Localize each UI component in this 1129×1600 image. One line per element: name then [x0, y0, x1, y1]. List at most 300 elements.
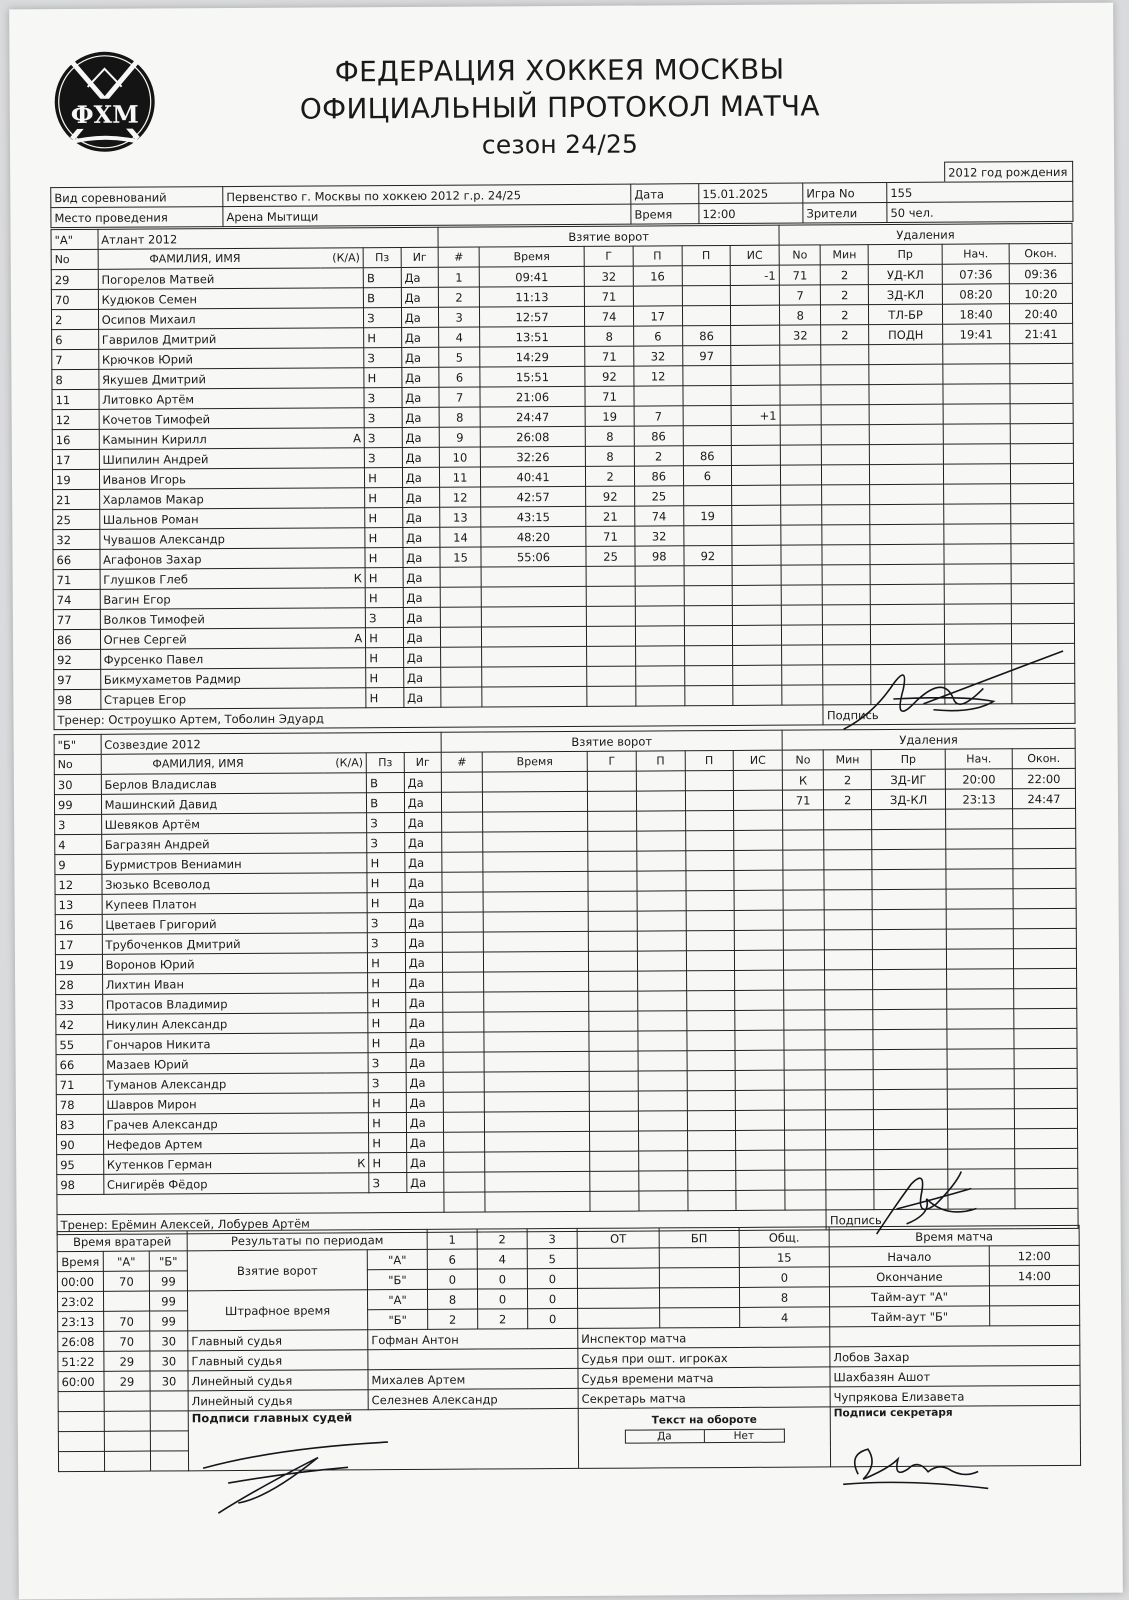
goal-g: [587, 666, 636, 686]
goal-p2: [682, 285, 731, 305]
player-played: Да: [402, 447, 440, 467]
player-name: [99, 468, 365, 490]
player-name: [100, 588, 366, 610]
goal-p2: [686, 1010, 735, 1030]
goalie-b: [150, 1431, 188, 1451]
player-name-text: Иванов Игорь: [102, 471, 186, 487]
col-name-label: ФАМИЛИЯ, ИМЯ: [149, 251, 241, 266]
goalie-time: [58, 1451, 104, 1471]
penalty-pr: [873, 989, 947, 1009]
goal-p2: 19: [683, 505, 732, 525]
goal-time: [481, 586, 587, 607]
goal-n: 14: [440, 527, 481, 547]
penalty-end: 22:00: [1012, 768, 1075, 788]
goal-is: [732, 485, 781, 505]
player-name-text: Огнев Сергей: [103, 631, 187, 647]
player-played: Да: [404, 812, 442, 832]
goal-g: [589, 971, 638, 991]
goal-is: +1: [731, 405, 780, 425]
team-tag: "А": [367, 1249, 427, 1269]
player-number: 7: [52, 349, 99, 369]
goal-p2: [687, 1050, 736, 1070]
penalty-start: [947, 949, 1014, 969]
back-text-no[interactable]: Нет: [704, 1429, 784, 1443]
goal-p1: [636, 666, 685, 686]
match-time-label: Тайм-аут "А": [829, 1286, 989, 1307]
penalty-no: 8: [779, 305, 821, 325]
penalty-end: [1011, 603, 1074, 623]
penalty-end: 20:40: [1009, 303, 1072, 323]
penalty-min: [823, 605, 871, 625]
player-number: 98: [54, 689, 101, 709]
goalie-time-title: Время вратарей: [57, 1231, 187, 1252]
penalty-end: [1013, 848, 1076, 868]
goal-g: 74: [585, 306, 634, 326]
goal-time: 15:51: [480, 366, 586, 387]
goal-is: [732, 465, 781, 485]
logo-text: ФХМ: [70, 99, 139, 130]
player-name-text: Машинский Давид: [104, 796, 218, 812]
penalty-pr: [872, 889, 946, 909]
penalty-start: [946, 929, 1013, 949]
player-number: 25: [53, 509, 100, 529]
penalty-start: [944, 544, 1011, 564]
goal-n: [443, 952, 484, 972]
goal-p2: [682, 365, 731, 385]
penalty-end: [1015, 1168, 1078, 1188]
player-played: Да: [401, 287, 439, 307]
penalty-no: [780, 405, 822, 425]
player-played: Да: [403, 567, 441, 587]
penalty-end: [1013, 828, 1076, 848]
player-position: Н: [366, 667, 404, 687]
player-name: [98, 288, 364, 310]
goal-p1: [636, 811, 685, 831]
player-name: [101, 833, 367, 855]
player-position: З: [368, 1072, 406, 1092]
player-played: Да: [405, 852, 443, 872]
official-role: Линейный судья: [188, 1390, 368, 1411]
player-name-text: Зюзько Всеволод: [105, 876, 211, 892]
player-name: [101, 813, 367, 835]
blank-cell: [590, 1191, 639, 1211]
coach-b-signature-icon: [866, 1163, 986, 1244]
player-number: 74: [53, 589, 100, 609]
player-name: [103, 1033, 369, 1055]
penalty-start: [944, 484, 1011, 504]
goal-p1: [637, 831, 686, 851]
player-number: 99: [54, 794, 101, 814]
penalty-no: [783, 870, 825, 890]
pim-b-value: [578, 1308, 660, 1329]
goal-p2: [686, 890, 735, 910]
goal-is: [732, 545, 781, 565]
goal-time: [483, 851, 589, 872]
player-played: Да: [401, 327, 439, 347]
penalty-min: [823, 625, 871, 645]
penalty-no: [783, 970, 825, 990]
penalty-no: [784, 990, 826, 1010]
fhm-logo-icon: [49, 46, 160, 157]
penalty-pr: [871, 624, 945, 644]
penalty-min: [822, 405, 870, 425]
goal-is: [731, 345, 780, 365]
penalty-end: [1014, 1028, 1077, 1048]
penalty-no: [780, 385, 822, 405]
player-name-text: Чувашов Александр: [102, 531, 225, 547]
goalie-time-col: Время: [57, 1251, 103, 1271]
player-number: 12: [55, 874, 102, 894]
penalty-min: [822, 425, 870, 445]
player-position: Н: [365, 567, 403, 587]
goal-g: 71: [585, 346, 634, 366]
official-role: Главный судья: [188, 1330, 368, 1351]
goal-p1: [638, 991, 687, 1011]
penalty-min: [826, 1130, 874, 1150]
penalty-no: 71: [782, 790, 824, 810]
goal-is: [732, 565, 781, 585]
player-position: З: [367, 812, 405, 832]
goal-n: 10: [440, 447, 481, 467]
player-played: Да: [406, 1112, 444, 1132]
spectators-label: Зрители: [803, 203, 887, 224]
penalty-pr: [870, 504, 944, 524]
goal-time: 11:13: [479, 286, 585, 307]
penalty-no: [782, 665, 824, 685]
goal-is: [734, 870, 783, 890]
player-name: [100, 548, 366, 570]
match-time-label: Тайм-аут "Б": [830, 1306, 990, 1327]
federation-title: ФЕДЕРАЦИЯ ХОККЕЯ МОСКВЫ: [334, 52, 785, 89]
penalty-no: [783, 850, 825, 870]
goal-is: [735, 1090, 784, 1110]
team-b-table: [54, 728, 1079, 1235]
place-label: Место проведения: [51, 207, 223, 228]
period-2: 2: [477, 1229, 527, 1249]
team-tag: "А": [367, 1289, 427, 1309]
player-name-text: Кочетов Тимофей: [102, 411, 211, 427]
official-name: [368, 1348, 578, 1369]
competition-value: Первенство г. Москвы по хоккею 2012 г.р. 24/25: [223, 184, 631, 206]
penalty-pr: [869, 364, 943, 384]
goal-g: 8: [586, 446, 635, 466]
player-name-text: Якушев Дмитрий: [101, 371, 206, 387]
goal-is: [734, 810, 783, 830]
player-name: [100, 608, 366, 630]
goal-p2: [685, 770, 734, 790]
goal-n: 4: [439, 327, 480, 347]
sign-label: Подпись: [823, 703, 1075, 725]
player-played: Да: [405, 992, 443, 1012]
goal-p2: 92: [684, 545, 733, 565]
player-name: [98, 348, 364, 370]
goal-g: [586, 566, 635, 586]
goal-p2: [684, 565, 733, 585]
goal-is: [731, 285, 780, 305]
penalties-title: Удаления: [782, 728, 1075, 750]
player-name: [100, 688, 366, 710]
goal-p1: [639, 1171, 688, 1191]
goalie-a: 70: [103, 1271, 149, 1291]
penalty-start: [947, 1029, 1014, 1049]
penalty-min: 2: [821, 285, 869, 305]
goal-n: [444, 1092, 485, 1112]
player-name-text: Волков Тимофей: [103, 611, 205, 627]
goal-is: [736, 1110, 785, 1130]
col-g-time: Время: [479, 246, 585, 267]
penalty-no: [780, 465, 822, 485]
player-played: Да: [403, 527, 441, 547]
penalty-no: [784, 1110, 826, 1130]
player-played: Да: [405, 932, 443, 952]
player-number: 9: [55, 854, 102, 874]
player-position: Н: [369, 1092, 407, 1112]
player-position: З: [366, 607, 404, 627]
penalty-pr: [870, 464, 944, 484]
player-played: Да: [407, 1172, 445, 1192]
penalty-end: [1013, 888, 1076, 908]
blank-cell: [785, 1190, 827, 1210]
col-g-p2: П: [685, 750, 734, 770]
goal-is: [733, 665, 782, 685]
penalty-start: [946, 829, 1013, 849]
match-info-table: [50, 161, 1073, 228]
goal-n: [440, 587, 481, 607]
goal-g: [588, 831, 637, 851]
goal-is: [733, 605, 782, 625]
penalty-min: 2: [821, 265, 869, 285]
penalty-pr: [872, 869, 946, 889]
goal-n: 7: [439, 387, 480, 407]
goal-p1: [637, 951, 686, 971]
goal-n: [442, 852, 483, 872]
player-name: [99, 428, 365, 450]
penalty-no: [781, 545, 823, 565]
player-name: [102, 953, 368, 975]
goal-n: 1: [439, 267, 480, 287]
goal-g: [588, 871, 637, 891]
goal-is: [734, 830, 783, 850]
goal-is: [735, 1070, 784, 1090]
player-name: [99, 448, 365, 470]
goals-b-value: [577, 1268, 659, 1289]
penalty-no: [783, 910, 825, 930]
penalty-no: [780, 425, 822, 445]
penalty-no: [782, 685, 824, 705]
player-position: Н: [369, 1152, 407, 1172]
col-g-is: ИС: [733, 750, 782, 770]
pim-a-value: [659, 1287, 739, 1307]
back-text-yes[interactable]: Да: [624, 1429, 704, 1443]
penalty-min: [822, 505, 870, 525]
protocol-title: ОФИЦИАЛЬНЫЙ ПРОТОКОЛ МАТЧА: [299, 89, 820, 126]
goal-time: [484, 1111, 590, 1132]
player-played: Да: [404, 772, 442, 792]
goal-g: [589, 1051, 638, 1071]
player-played: Да: [403, 627, 441, 647]
penalty-min: [825, 970, 873, 990]
player-name: [102, 933, 368, 955]
blank-cell: [736, 1190, 785, 1210]
player-played: Да: [406, 1052, 444, 1072]
period-3: 3: [527, 1228, 577, 1248]
goal-p1: [638, 1111, 687, 1131]
penalty-end: [1010, 343, 1073, 363]
player-name: [99, 488, 365, 510]
penalty-min: [822, 465, 870, 485]
goal-p2: [683, 525, 732, 545]
goal-g: 19: [585, 406, 634, 426]
goal-n: [442, 772, 483, 792]
goal-time: [482, 811, 588, 832]
date-value: 15.01.2025: [699, 183, 803, 204]
goal-is: [733, 625, 782, 645]
goal-g: [588, 811, 637, 831]
player-position: Н: [365, 547, 403, 567]
penalty-end: [1011, 523, 1074, 543]
goal-time: [484, 1091, 590, 1112]
player-played: Да: [402, 387, 440, 407]
penalty-pr: ЗД-КЛ: [868, 284, 942, 304]
season-label: сезон 24/25: [481, 129, 639, 160]
goal-p2: [687, 1150, 736, 1170]
player-played: Да: [404, 832, 442, 852]
penalty-start: [944, 524, 1011, 544]
goal-g: [589, 931, 638, 951]
player-number: 86: [53, 629, 100, 649]
penalty-pr: УД-КЛ: [868, 264, 942, 284]
penalty-pr: [869, 384, 943, 404]
goal-p1: 98: [635, 546, 684, 566]
col-p-start: Нач.: [942, 244, 1009, 264]
player-position: Н: [365, 467, 403, 487]
goal-n: [443, 932, 484, 952]
penalty-end: [1010, 403, 1073, 423]
col-g-p2: П: [682, 245, 731, 265]
player-position: З: [369, 1172, 407, 1192]
penalty-pr: ЗД-ИГ: [871, 769, 945, 789]
pim-b-value: 4: [740, 1307, 830, 1328]
goal-g: 32: [584, 266, 633, 286]
goal-n: 8: [439, 407, 480, 427]
goalie-a-col: "А": [103, 1251, 149, 1271]
goal-time: [483, 951, 589, 972]
goal-n: [443, 1072, 484, 1092]
pim-b-value: 2: [478, 1309, 528, 1329]
goal-g: [589, 991, 638, 1011]
goal-p1: [636, 686, 685, 706]
penalty-end: [1014, 988, 1077, 1008]
goals-a-value: 5: [527, 1248, 577, 1268]
goal-time: [483, 971, 589, 992]
goal-is: [734, 930, 783, 950]
col-g-p1: П: [636, 751, 685, 771]
penalty-pr: [873, 1029, 947, 1049]
goal-time: [484, 1151, 590, 1172]
goal-g: [588, 851, 637, 871]
penalty-pr: [873, 969, 947, 989]
goalie-time: 51:22: [58, 1351, 104, 1371]
referee-sign-label: Подписи главных судей: [188, 1408, 578, 1470]
goal-is: [735, 1050, 784, 1070]
goalie-b: 99: [150, 1311, 188, 1331]
official-name: [830, 1325, 1080, 1347]
col-p-min: Мин: [821, 245, 869, 265]
goal-time: 21:06: [480, 386, 586, 407]
penalty-start: [944, 564, 1011, 584]
penalty-min: [826, 1070, 874, 1090]
blank-cell: [639, 1191, 688, 1211]
goal-p2: [687, 1090, 736, 1110]
penalty-start: [944, 464, 1011, 484]
player-played: Да: [404, 792, 442, 812]
player-played: Да: [406, 1032, 444, 1052]
player-position: З: [364, 347, 402, 367]
col-g-time: Время: [482, 751, 588, 772]
goal-p2: [686, 930, 735, 950]
sign-label: Подпись: [826, 1208, 1078, 1230]
penalty-min: [821, 345, 869, 365]
goal-is: [732, 445, 781, 465]
spectators-value: 50 чел.: [887, 201, 1073, 222]
time-label: Время: [631, 204, 699, 224]
player-name: [103, 1093, 369, 1115]
goal-n: [441, 687, 482, 707]
goal-n: [442, 892, 483, 912]
penalty-start: [947, 1109, 1014, 1129]
goal-g: 71: [585, 386, 634, 406]
official-role: Инспектор матча: [578, 1327, 830, 1349]
goal-is: [731, 365, 780, 385]
goalie-time: 00:00: [57, 1271, 103, 1291]
goal-p2: [685, 830, 734, 850]
penalty-end: [1011, 563, 1074, 583]
col-name: [101, 753, 367, 775]
penalty-start: [946, 889, 1013, 909]
goal-is: [734, 890, 783, 910]
match-time-label: Окончание: [829, 1266, 989, 1287]
player-name: [102, 873, 368, 895]
goal-g: 92: [586, 486, 635, 506]
penalty-start: [944, 504, 1011, 524]
player-name-text: Кудюков Семен: [101, 291, 197, 307]
official-name: Шахбазян Ашот: [830, 1365, 1080, 1387]
goal-g: [589, 951, 638, 971]
goal-time: [481, 566, 587, 587]
player-number: 70: [51, 289, 98, 309]
match-time-value: [989, 1285, 1079, 1306]
player-name-text: Крючков Юрий: [101, 351, 193, 367]
player-name-text: Купеев Платон: [105, 896, 197, 912]
penalty-min: [823, 585, 871, 605]
player-name-text: Осипов Михаил: [101, 311, 196, 327]
player-position: Н: [368, 992, 406, 1012]
goal-n: 9: [439, 427, 480, 447]
goals-b-value: 0: [739, 1267, 829, 1288]
goal-p1: 6: [634, 326, 683, 346]
penalty-min: [822, 485, 870, 505]
player-name-text: Литовко Артём: [102, 391, 195, 407]
goal-n: [443, 972, 484, 992]
goalie-a: 29: [104, 1351, 150, 1371]
penalty-no: [780, 485, 822, 505]
player-name-text: Трубоченков Дмитрий: [105, 936, 241, 952]
penalty-end: [1014, 1008, 1077, 1028]
player-name: [99, 408, 365, 430]
penalty-no: [780, 445, 822, 465]
player-name: [103, 1133, 369, 1155]
player-number: 77: [53, 609, 100, 629]
